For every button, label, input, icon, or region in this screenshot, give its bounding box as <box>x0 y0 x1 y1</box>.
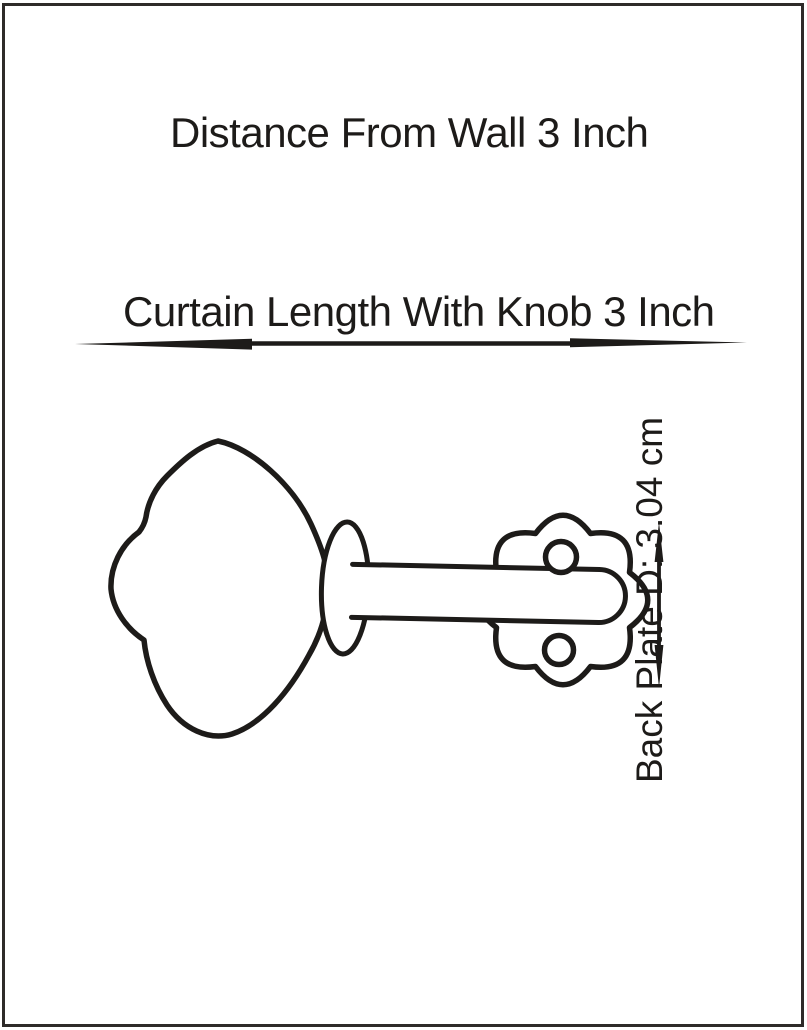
knob-shape <box>111 441 328 736</box>
title-distance-from-wall: Distance From Wall 3 Inch <box>170 109 649 156</box>
label-curtain-length: Curtain Length With Knob 3 Inch <box>123 288 715 335</box>
screw-hole-top <box>546 542 577 573</box>
stem-shape <box>351 564 626 623</box>
screw-hole-bottom <box>545 636 574 665</box>
curtain-length-arrow <box>75 338 747 349</box>
label-back-plate-diameter: Back Plate D: 3.04 cm <box>629 416 670 783</box>
